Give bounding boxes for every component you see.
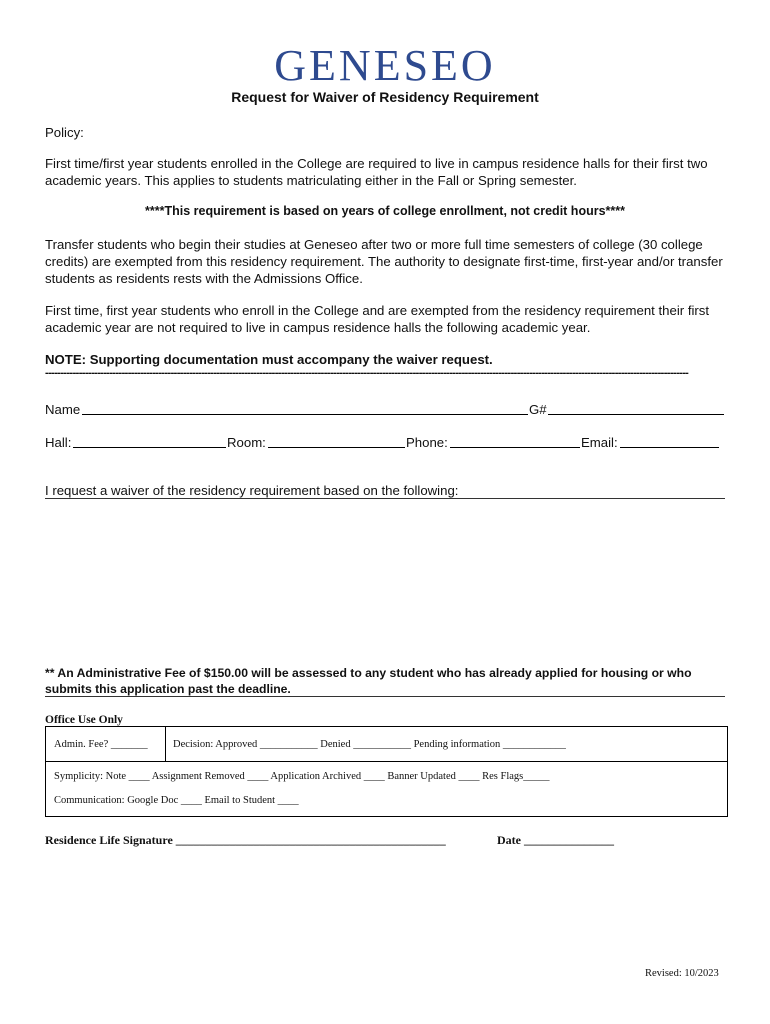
name-field[interactable] xyxy=(82,414,528,415)
email-label: Email: xyxy=(581,435,618,450)
note-text: NOTE: Supporting documentation must accompany the waiver request. xyxy=(45,352,493,367)
hall-field[interactable] xyxy=(73,447,226,448)
symplicity-cell[interactable]: Symplicity: Note ____ Assignment Removed ____ Application Archived ____ Banner Updated ____ Res Flags_____ xyxy=(54,771,550,782)
name-label: Name xyxy=(45,402,81,417)
hall-label: Hall: xyxy=(45,435,72,450)
communication-cell[interactable]: Communication: Google Doc ____ Email to Student ____ xyxy=(54,795,299,806)
signature-line[interactable]: Residence Life Signature _____________________________________________ xyxy=(45,833,446,847)
revised-date: Revised: 10/2023 xyxy=(645,968,719,979)
waiver-prompt: I request a waiver of the residency requirement based on the following: xyxy=(45,483,459,498)
office-box-divider xyxy=(165,726,166,761)
waiver-reason-area[interactable] xyxy=(45,502,725,652)
room-label: Room: xyxy=(227,435,266,450)
policy-paragraph-1: First time/first year students enrolled in the College are required to live in campus residence halls for their first two academic years. This applies to students matriculating either in the Fall or Spring semester. xyxy=(45,156,708,188)
phone-field[interactable] xyxy=(450,447,580,448)
room-field[interactable] xyxy=(268,447,405,448)
fee-notice: ** An Administrative Fee of $150.00 will be assessed to any student who has already applied for housing or who submits this application past the deadline. xyxy=(45,666,692,696)
separator-line: ------------------------------------------------------------------------------------------------------------------------------------------------------------------------------------------------------------------ xyxy=(45,368,689,378)
page-title: Request for Waiver of Residency Requirement xyxy=(231,89,539,105)
waiver-reason-line xyxy=(45,498,725,499)
date-line[interactable]: Date _______________ xyxy=(497,833,614,847)
office-box-row-divider xyxy=(45,761,728,762)
geneseo-logo: GENESEO xyxy=(274,41,496,90)
phone-label: Phone: xyxy=(406,435,448,450)
fee-notice-rule xyxy=(45,696,725,697)
policy-heading: Policy: xyxy=(45,125,84,140)
email-field[interactable] xyxy=(620,447,719,448)
policy-paragraph-2: Transfer students who begin their studies at Geneseo after two or more full time semesters of college (30 college credits) are exempted from this residency requirement. The authority to designate first-time, first-year and/or transfer students as residents rests with the Admissions Office. xyxy=(45,237,723,286)
decision-cell[interactable]: Decision: Approved ___________ Denied ___________ Pending information ____________ xyxy=(173,739,566,750)
policy-emphasis: ****This requirement is based on years of college enrollment, not credit hours**** xyxy=(145,204,625,218)
g-number-label: G# xyxy=(529,402,547,417)
admin-fee-cell[interactable]: Admin. Fee? _______ xyxy=(54,739,148,750)
g-number-field[interactable] xyxy=(548,414,724,415)
policy-paragraph-3: First time, first year students who enroll in the College and are exempted from the residency requirement their first academic year are not required to live in campus residence halls the following academic year. xyxy=(45,303,710,335)
office-use-heading: Office Use Only xyxy=(45,714,123,726)
